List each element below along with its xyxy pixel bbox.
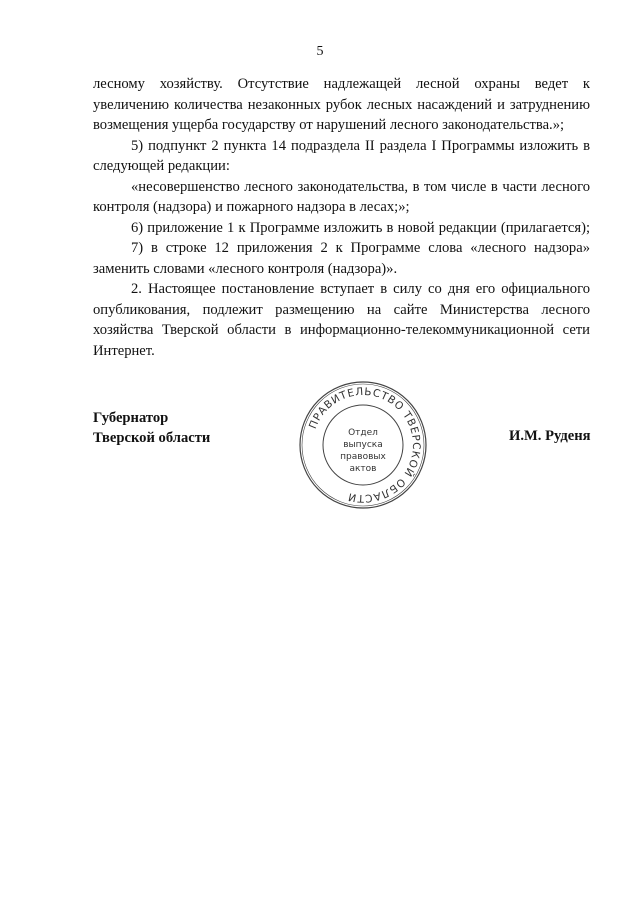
- page-number: 5: [316, 44, 324, 59]
- stamp-center-line-3: правовых: [340, 452, 386, 462]
- paragraph-clause-2: 2. Настоящее постановление вступает в силу со дня его официального опубликования, подлежит размещению на сайте Министерства лесного хозяйства Тверской области в информационно-телекоммуникационной сети Интернет.: [93, 281, 590, 359]
- document-body: [93, 74, 590, 361]
- official-stamp-seal: [297, 379, 429, 511]
- paragraph-quoted-text: «несовершенство лесного законодательства, в том числе в части лесного контроля (надзора) и пожарного надзора в лесах;»;: [93, 178, 590, 215]
- signer-title-line1: Губернатор: [93, 410, 169, 426]
- stamp-center-line-4: актов: [349, 464, 377, 474]
- signer-name: И.М. Руденя: [509, 428, 591, 444]
- signer-title: [93, 408, 210, 448]
- paragraph-continuation: лесному хозяйству. Отсутствие надлежащей лесной охраны ведет к увеличению количества незаконных рубок лесных насаждений и затруднению возмещения ущерба государству от нарушений лесного законодательства.»;: [93, 76, 590, 133]
- signer-title-line2: Тверской области: [93, 430, 211, 446]
- stamp-ring-text: ПРАВИТЕЛЬСТВО ТВЕРСКОЙ ОБЛАСТИ: [306, 385, 423, 505]
- paragraph-item-5: 5) подпункт 2 пункта 14 подраздела II раздела I Программы изложить в следующей редакции:: [93, 137, 590, 174]
- paragraph-item-7: 7) в строке 12 приложения 2 к Программе слова «лесного надзора» заменить словами «лесного контроля (надзора)».: [93, 240, 590, 277]
- paragraph-item-6: 6) приложение 1 к Программе изложить в новой редакции (прилагается);: [131, 219, 590, 236]
- stamp-seal-graphic: [297, 379, 429, 511]
- stamp-center-line-2: выпуска: [343, 440, 383, 450]
- stamp-center-line-1: Отдел: [348, 428, 378, 438]
